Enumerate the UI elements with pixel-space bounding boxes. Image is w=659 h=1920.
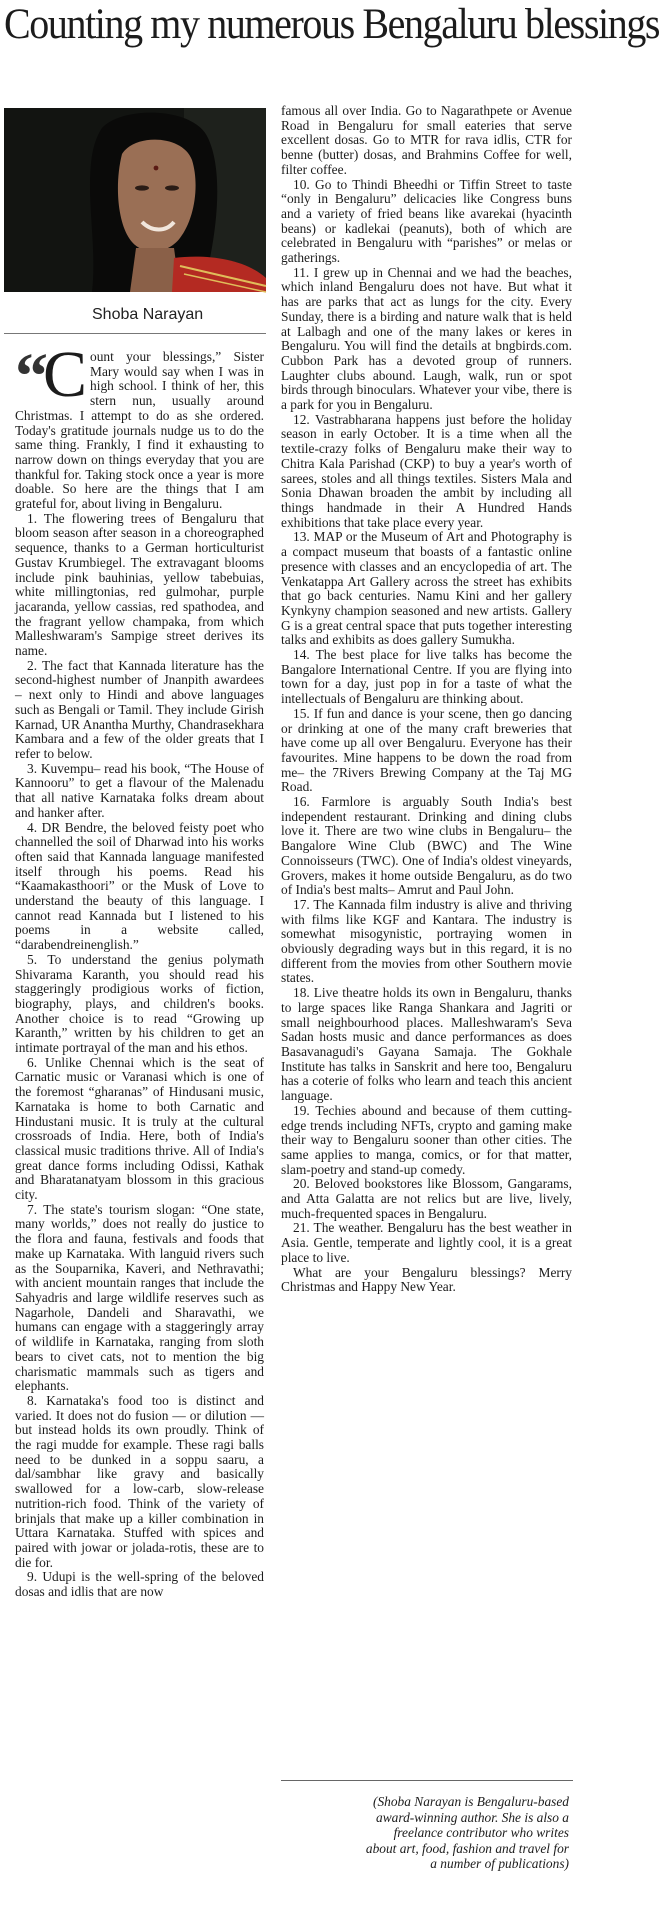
article-paragraph: 4. DR Bendre, the beloved feisty poet who channelled the soil of Dharwad into his works often said that Kannada language manifested itself through his poems. Read his “Kaamakasthoori” or the Musk of Love to understand the beauty of this language. I cannot read Kannada but I listened to his poems in a website called, “darabendreinenglish.” (15, 819, 264, 953)
article-paragraph: 20. Beloved bookstores like Blossom, Gangarams, and Atta Galatta are not relics but are live, lively, much-frequented spaces in Bengaluru. (281, 1176, 572, 1221)
article-column-right (281, 104, 572, 1295)
bio-divider (281, 1780, 573, 1781)
article-paragraph: 12. Vastrabharana happens just before the holiday season in early October. It is a time when all the textile-crazy folks of Bengaluru make their way to Chitra Kala Parishad (CKP) to buy a year's worth of sarees, stoles and all things textiles. Sisters Mala and Sonia Dhawan broaden the ambit by including all things handmade in their A Hundred Hands exhibitions that take place every year. (281, 411, 572, 530)
article-paragraph: 14. The best place for live talks has become the Bangalore International Centre. If you are flying into town for a day, just pop in for a taste of what the intellectuals of Bengaluru are thinking about. (281, 647, 572, 707)
article-paragraph: 2. The fact that Kannada literature has the second-highest number of Jnanpith awardees – next only to Hindi and above languages such as Bengali or Tamil. They include Girish Karnad, UR Anantha Murthy, Chandrasekhara Kambara and a few of the older greats that I refer to below. (15, 657, 264, 761)
article-paragraph: 1. The flowering trees of Bengaluru that bloom season after season in a choreographed sequence, thanks to a German horticulturist Gustav Krumbiegel. The extravagant blooms include pink bauhinias, yellow tabebuias, white millingtonias, red gulmohar, purple jacaranda, yellow cassias, red spathodea, and the fragrant yellow champaka, from which Malleshwaram's Sampige street derives its name. (15, 510, 264, 659)
article-paragraph: 6. Unlike Chennai which is the seat of Carnatic music or Varanasi which is one of the foremost “gharanas” of Hindusani music, Karnataka is home to both Carnatic and Hindustani music. It is truly at the cultural crossroads of India. Here, both of India's classical music traditions thrive. All of India's great dance forms including Odissi, Kathak and Bharatanatyam blossom in this gracious city. (15, 1054, 264, 1203)
closing-paragraph: What are your Bengaluru blessings? Merry Christmas and Happy New Year. (281, 1264, 572, 1295)
article-paragraph: 3. Kuvempu– read his book, “The House of Kannooru” to get a flavour of the Malenadu that all native Karnataka folks dream about and hanker after. (15, 760, 264, 820)
article-paragraph: 5. To understand the genius polymath Shivarama Karanth, you should read his staggeringly prodigious works of fiction, biography, plays, and children's books. Another choice is to read “Growing up Karanth,” written by his children to get an intimate portrayal of the man and his ethos. (15, 951, 264, 1056)
article-paragraph: 17. The Kannada film industry is alive and thriving with films like KGF and Kantara. The industry is somewhat misogynistic, portraying women in obviously degrading ways but in this regard, it is no different from the movies from other Southern movie states. (281, 896, 572, 986)
article-paragraph: 7. The state's tourism slogan: “One state, many worlds,” does not really do justice to the flora and fauna, festivals and foods that make up Karnataka. With languid rivers such as the Souparnika, Kaveri, and Nethravathi; with ancient mountain ranges that include the Sahyadris and large wildlife reserves such as Nagarhole, Dandeli and Sharavathi, we humans can engage with a staggeringly array of wildlife in Karnataka, ranging from sloth bears to civet cats, not to mention the big charismatic mammals such as tigers and elephants. (15, 1201, 264, 1394)
article-paragraph: 10. Go to Thindi Bheedhi or Tiffin Street to taste “only in Bengaluru” delicacies like Congress buns and a variety of fried beans like avarekai (hyacinth beans) or kadlekai (peanuts), both of which are celebrated in Bengaluru with “parishes” or melas or gatherings. (281, 176, 572, 266)
opening-quote-mark: “ (15, 340, 42, 413)
article-paragraph: 21. The weather. Bengaluru has the best weather in Asia. Gentle, temperate and lightly cool, it is a great place to live. (281, 1220, 572, 1265)
article-paragraph: 15. If fun and dance is your scene, then go dancing or drinking at one of the many craft breweries that have come up all over Bengaluru. Everyone has their favourites. Mine happens to be down the road from me– the 7Rivers Brewing Company at the Taj MG Road. (281, 705, 572, 795)
headline: Counting my numerous Bengaluru blessings (4, 1, 659, 48)
drop-cap: C (43, 338, 88, 411)
article-column-left (15, 338, 264, 1600)
article-paragraph: 19. Techies abound and because of them cutting-edge trends including NFTs, crypto and gaming make their way to Bengaluru sooner than other cities. The same applies to manga, comics, or for that matter, slam-poetry and stand-up comedy. (281, 1102, 572, 1177)
byline-divider (4, 333, 266, 334)
author-byline: Shoba Narayan (92, 306, 204, 323)
article-paragraph: 18. Live theatre holds its own in Bengaluru, thanks to large spaces like Ranga Shankara and Jagriti or small neighbourhood places. Malleshwaram's Seva Sadan hosts music and dance performances as does Basavanagudi's Gayana Samaja. The Gokhale Institute has talks in Sanskrit and here too, Bengaluru has a coterie of folks who learn and teach this ancient language. (281, 985, 572, 1104)
author-photo (4, 108, 266, 292)
article-paragraph: 16. Farmlore is arguably South India's best independent restaurant. Drinking and dining clubs love it. There are two wine clubs in Bengaluru– the Bangalore Wine Club (BWC) and The Wine Connoisseurs (TWC). One of India's oldest vineyards, Grovers, makes it home outside Bengaluru, as do two of India's best malts– Amrut and Paul John. (281, 794, 572, 898)
article-paragraph: famous all over India. Go to Nagarathpete or Avenue Road in Bengaluru for small eateries that serve excellent dosas. Go to MTR for rava idlis, CTR for benne (butter) dosas, and Brahmins Coffee for well, filter coffee. (281, 103, 572, 177)
article-paragraph: 11. I grew up in Chennai and we had the beaches, which inland Bengaluru does not have. But what it has are parks that act as lungs for the city. Every Sunday, there is a birding and nature walk that is held at Lalbagh and one of the many lakes or keres in Bengaluru. You will find the details at bngbirds.com. Cubbon Park has a devoted group of runners. Laughter clubs abound. Laugh, walk, run or spot birds through binoculars. Whatever your vibe, there is a park for you in Bengaluru. (281, 264, 572, 413)
article-paragraph: 9. Udupi is the well-spring of the beloved dosas and idlis that are now (15, 1569, 264, 1600)
article-paragraph: 13. MAP or the Museum of Art and Photography is a compact museum that boasts of a fantastic online presence with classes and an encyclopedia of art. The Venkatappa Art Gallery across the street has exhibits that go back centuries. Namu Kini and her gallery Kynkyny champion seasoned and new artists. Gallery G is a great central space that puts together interesting talks and exhibits as does gallery Sumukha. (281, 529, 572, 648)
author-bio: (Shoba Narayan is Bengaluru-based award-winning author. She is also a freelance contributor who writes about art, food, fashion and travel for a number of publications) (365, 1794, 569, 1872)
article-paragraph: 8. Karnataka's food too is distinct and varied. It does not do fusion — or dilution — but instead holds its own proudly. Think of the ragi mudde for example. These ragi balls need to be dunked in a soppu saaru, a dal/sambhar like gravy and basically swallowed for a low-carb, slow-release nutrition-rich food. Think of the variety of brinjals that make up a killer combination in Uttara Karnataka. Stuffed with spices and paired with jowar or jolada-rotis, these are to die for. (15, 1392, 264, 1570)
opening-paragraph: “ C ount your blessings,” Sister Mary would say when I was in high school. I think of her, this stern nun, usually around Christmas. I attempt to do as she ordered. Today's gratitude journals nudge us to do the same thing. Frankly, I find it exhausting to narrow down on things everyday that you are thankful for. Taking stock once a year is more doable. So here are the things that I am grateful for, about living in Bengaluru. (15, 338, 264, 512)
